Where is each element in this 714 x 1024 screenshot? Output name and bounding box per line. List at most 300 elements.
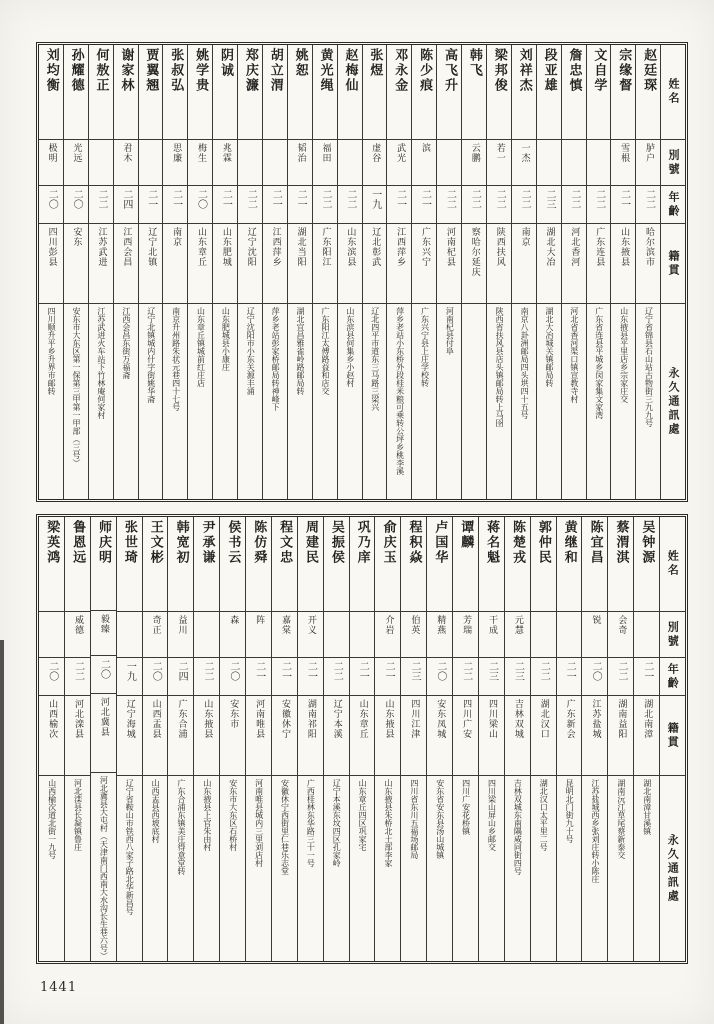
- person-column: [113, 45, 138, 499]
- person-age-text: 二二: [519, 189, 531, 209]
- person-name-text: 卢国华: [432, 520, 448, 565]
- person-name-text: 郑庆濂: [242, 48, 258, 93]
- person-origin-text: 山东掖县: [202, 699, 213, 739]
- person-alias: [537, 139, 561, 185]
- person-address: [194, 775, 219, 961]
- person-origin: [65, 695, 90, 775]
- person-age: [91, 655, 116, 693]
- person-alias-text: 威德: [73, 615, 84, 635]
- person-name-text: 谭麟: [458, 520, 474, 550]
- person-name-text: 刘均衡: [43, 48, 59, 93]
- person-name: [117, 517, 142, 611]
- person-origin-text: 辽北彰武: [370, 227, 381, 267]
- person-origin: [89, 223, 113, 303]
- header-column: [660, 45, 685, 499]
- person-address: [238, 303, 262, 499]
- person-name: [168, 517, 193, 611]
- person-name: [324, 517, 349, 611]
- person-age: [387, 185, 411, 223]
- person-origin-text: 江西萍乡: [395, 227, 406, 267]
- person-origin: [453, 695, 478, 775]
- person-alias-text: 滨: [420, 143, 431, 153]
- person-column: [436, 45, 461, 499]
- person-address-text: 湖北南漳甘溪镇: [642, 779, 652, 835]
- person-address: [512, 303, 536, 499]
- person-alias: [350, 611, 375, 657]
- person-origin: [608, 695, 633, 775]
- person-alias: [412, 139, 436, 185]
- person-origin-text: 四川江津: [409, 699, 420, 739]
- person-column: [39, 517, 64, 961]
- person-age: [168, 657, 193, 695]
- person-name: [634, 517, 659, 611]
- person-address-text: 广东兴宁县上庄学校转: [420, 307, 430, 387]
- person-name-text: 蔡渭淇: [613, 520, 629, 565]
- person-name-text: 郭仲民: [535, 520, 551, 565]
- person-name-text: 梁英鸿: [44, 520, 60, 565]
- person-name: [401, 517, 426, 611]
- person-name-text: 陈楚戎: [510, 520, 525, 565]
- person-age: [587, 185, 611, 223]
- person-alias: [143, 611, 168, 657]
- person-origin: [117, 695, 142, 775]
- person-alias-text: 森: [228, 615, 239, 625]
- person-alias: [582, 611, 607, 657]
- person-origin-text: 山东章丘: [196, 227, 206, 267]
- person-address-text: 辽宁北镇城内什字街姚华斋: [146, 307, 156, 403]
- person-address-text: 山西盂县西坡底村: [151, 779, 161, 843]
- person-name-text: 陈少痕: [417, 48, 433, 93]
- person-age: [531, 657, 556, 695]
- person-name-text: 张煜: [367, 48, 383, 78]
- person-age: [246, 657, 271, 695]
- person-origin: [634, 695, 659, 775]
- person-address-text: 山西榆次道北街一九号: [47, 779, 57, 859]
- person-name: [479, 517, 504, 611]
- person-origin: [537, 223, 561, 303]
- header-name-text: 姓名: [666, 78, 680, 106]
- person-alias-text: 极明: [46, 143, 57, 163]
- person-origin: [512, 223, 536, 303]
- person-alias: [531, 611, 556, 657]
- person-address: [272, 775, 297, 961]
- person-age: [89, 185, 113, 223]
- person-address-text: 陕西省扶风县店头镇邮局转上马囹: [495, 307, 505, 427]
- person-origin-text: 察哈尔延庆: [469, 227, 480, 277]
- person-alias-text: 兆霖: [220, 143, 231, 163]
- person-alias: [188, 139, 212, 185]
- person-age-text: 二一: [394, 189, 406, 209]
- person-address: [453, 775, 478, 961]
- person-age-text: 二二: [643, 189, 655, 209]
- person-address-text: 湖北汉口太平里二号: [539, 779, 549, 851]
- person-address-text: 河南杞县付阜: [445, 307, 455, 355]
- person-column: [90, 517, 116, 961]
- header-alias-text: 別號: [666, 620, 680, 649]
- person-address: [437, 303, 461, 499]
- person-alias-text: 益川: [176, 615, 187, 635]
- person-column: [486, 45, 511, 499]
- person-origin-text: 湖北汉口: [538, 699, 549, 739]
- person-address-text: 山东掖县上官朱由村: [202, 779, 212, 851]
- person-address-text: 广东省连县平城乡闵家集文家湾: [594, 307, 604, 419]
- person-age-text: 二三: [486, 661, 498, 681]
- person-origin-text: 江苏盐城: [590, 699, 601, 739]
- person-origin: [91, 693, 116, 772]
- person-name-text: 邓永金: [392, 48, 408, 93]
- person-name: [91, 517, 116, 610]
- person-alias-text: 会奇: [616, 615, 627, 635]
- person-address-text: 山东章丘四区巩家宅: [358, 779, 368, 851]
- person-address: [298, 775, 323, 961]
- person-name-text: 赵廷琛: [641, 48, 657, 93]
- person-address-text: 湖北大冶城关镇邮局转: [544, 307, 554, 387]
- person-name-text: 孙耀德: [68, 48, 84, 93]
- person-column: [607, 517, 633, 961]
- person-origin: [313, 223, 337, 303]
- person-alias-text: 君木: [121, 143, 132, 163]
- person-origin-text: 辽宁海城: [124, 699, 135, 739]
- person-address: [139, 303, 163, 499]
- person-age-text: 一九: [124, 661, 136, 681]
- person-origin: [562, 223, 586, 303]
- person-name-text: 谢家林: [118, 48, 134, 93]
- person-age-text: 二二: [245, 189, 257, 209]
- person-alias: [64, 139, 88, 185]
- person-address-text: 萍乡老站彭家桥邮局转神峰下: [271, 307, 281, 411]
- person-address: [487, 303, 511, 499]
- person-column: [162, 45, 187, 499]
- person-alias: [246, 611, 271, 657]
- person-name-text: 蒋名魁: [484, 520, 500, 565]
- person-column: [116, 517, 142, 961]
- person-name-text: 王文彬: [147, 520, 163, 565]
- person-column: [245, 517, 271, 961]
- person-address: [608, 775, 633, 961]
- person-alias: [505, 611, 530, 657]
- person-origin-text: 河南唯县: [254, 699, 265, 739]
- person-address: [168, 775, 193, 961]
- person-alias: [39, 139, 63, 185]
- person-origin: [462, 223, 486, 303]
- person-address: [350, 775, 375, 961]
- person-alias: [298, 611, 323, 657]
- person-alias: [163, 139, 187, 185]
- person-address: [114, 303, 138, 499]
- header-age-text: 年齡: [666, 190, 680, 219]
- person-address: [562, 303, 586, 499]
- person-column: [187, 45, 212, 499]
- person-origin: [387, 223, 411, 303]
- person-name: [462, 45, 486, 139]
- person-origin-text: 广东兴宁: [420, 227, 431, 267]
- person-name: [114, 45, 138, 139]
- person-name: [608, 517, 633, 611]
- person-age-text: 二〇: [227, 661, 239, 681]
- person-name-text: 胡立渭: [267, 48, 283, 93]
- header-column: [659, 517, 685, 961]
- person-origin: [288, 223, 312, 303]
- person-address-text: 四川梁山屏山乡邮交: [487, 779, 497, 851]
- person-origin: [350, 695, 375, 775]
- person-origin-text: 四川广安: [461, 699, 472, 739]
- person-address: [363, 303, 387, 499]
- person-address: [91, 772, 116, 961]
- person-address: [39, 775, 64, 961]
- person-age: [437, 185, 461, 223]
- person-alias-text: 雪根: [619, 143, 630, 163]
- person-address-text: 河北滦县长凝镇鲁庄: [73, 779, 83, 851]
- person-address: [39, 303, 63, 499]
- person-age-text: 二一: [270, 189, 282, 209]
- person-alias: [168, 611, 193, 657]
- person-name-text: 周建民: [303, 520, 318, 565]
- person-alias: [194, 611, 219, 657]
- person-alias: [587, 139, 611, 185]
- person-column: [323, 517, 349, 961]
- person-origin: [479, 695, 504, 775]
- person-origin-text: 河北香河: [569, 227, 580, 267]
- person-address-text: 四川省东川五福场邮局: [409, 779, 419, 859]
- person-address: [89, 303, 113, 499]
- person-origin-text: 安东凤城: [435, 699, 446, 739]
- person-column: [426, 517, 452, 961]
- person-name-text: 侯书云: [225, 520, 241, 565]
- person-name-text: 陈宜昌: [587, 520, 603, 565]
- person-origin: [143, 695, 168, 775]
- person-column: [561, 45, 586, 499]
- directory-table-top: [36, 42, 688, 502]
- person-age-text: 二〇: [71, 189, 83, 209]
- person-origin: [487, 223, 511, 303]
- person-age-text: 二四: [176, 661, 188, 681]
- person-address: [65, 775, 90, 961]
- person-name-text: 韩宽初: [173, 520, 189, 565]
- person-name: [263, 45, 287, 139]
- person-alias: [238, 139, 262, 185]
- person-alias: [634, 611, 659, 657]
- person-address-text: 安东市大东区石桥村: [228, 779, 238, 851]
- person-alias: [338, 139, 362, 185]
- person-column: [400, 517, 426, 961]
- person-name: [39, 45, 63, 139]
- person-alias-text: 云鹏: [469, 143, 480, 163]
- header-age: [661, 185, 685, 223]
- person-alias: [611, 139, 635, 185]
- person-age-text: 二二: [460, 661, 472, 681]
- person-alias: [272, 611, 297, 657]
- person-name: [213, 45, 237, 139]
- person-alias: [114, 139, 138, 185]
- header-origin-text: 籍貫: [666, 721, 680, 750]
- person-age: [143, 657, 168, 695]
- person-alias-text: 嘉棠: [280, 615, 291, 635]
- header-address-text: 永久通訊處: [666, 833, 680, 904]
- person-origin: [427, 695, 452, 775]
- person-age: [272, 657, 297, 695]
- person-alias: [263, 139, 287, 185]
- person-age-text: 二二: [344, 189, 356, 209]
- person-name: [139, 45, 163, 139]
- person-name-text: 俞庆玉: [380, 520, 396, 565]
- person-alias-text: 胪户: [644, 143, 655, 163]
- header-name: [661, 45, 685, 139]
- person-address-text: 山东滨县何集乡小赵村: [345, 307, 355, 387]
- person-name: [238, 45, 262, 139]
- person-name-text: 段亚雄: [541, 48, 557, 93]
- person-origin-text: 辽宁沈阳: [245, 227, 256, 267]
- person-name-text: 程文忠: [277, 520, 293, 565]
- person-origin: [246, 695, 271, 775]
- person-age-text: 二一: [279, 661, 291, 681]
- person-column: [212, 45, 237, 499]
- person-name: [453, 517, 478, 611]
- header-origin-text: 籍貫: [666, 249, 680, 278]
- person-column: [504, 517, 530, 961]
- person-origin: [272, 695, 297, 775]
- person-alias-text: 开义: [305, 615, 316, 635]
- person-name: [636, 45, 660, 139]
- person-address: [163, 303, 187, 499]
- person-alias: [427, 611, 452, 657]
- person-origin: [188, 223, 212, 303]
- header-address-text: 永久通訊處: [666, 366, 680, 437]
- person-address: [263, 303, 287, 499]
- person-name: [412, 45, 436, 139]
- person-name: [194, 517, 219, 611]
- person-name: [288, 45, 312, 139]
- person-alias: [562, 139, 586, 185]
- person-age: [163, 185, 187, 223]
- person-age-text: 二一: [295, 189, 307, 209]
- person-address: [117, 775, 142, 961]
- person-alias: [557, 611, 582, 657]
- person-address: [412, 303, 436, 499]
- person-address-text: 广东合浦东镇美庄得意堂转: [177, 779, 186, 875]
- person-address-text: 河南唯县城内三里刘店村: [254, 779, 264, 867]
- header-name-text: 姓名: [666, 550, 680, 578]
- person-alias-text: 锐: [590, 615, 601, 625]
- person-origin-text: 广东合浦: [176, 699, 187, 739]
- person-name: [350, 517, 375, 611]
- person-age-text: 二三: [544, 189, 555, 209]
- person-column: [635, 45, 660, 499]
- person-address-text: 四川顺升平乡升界市邮转: [47, 307, 57, 395]
- person-address-text: 南京八卦洲邮局四头垬四十五号: [520, 307, 530, 419]
- person-origin-text: 哈尔滨市: [644, 227, 655, 267]
- person-name: [512, 45, 536, 139]
- person-name-text: 贾翼翘: [143, 48, 159, 93]
- person-age-text: 二一: [618, 189, 630, 209]
- header-alias: [661, 139, 685, 185]
- person-alias-text: 干成: [487, 615, 498, 635]
- person-column: [287, 45, 312, 499]
- person-origin-text: 辽宁本溪: [331, 699, 342, 739]
- person-origin-text: 湖南祁阳: [305, 699, 316, 739]
- person-origin-text: 安东: [71, 227, 82, 247]
- person-age: [375, 657, 400, 695]
- person-age-text: 二一: [170, 189, 182, 209]
- person-name: [562, 45, 586, 139]
- person-address-text: 辽宁省锦县石山站古物街三九九号: [644, 307, 654, 427]
- person-column: [349, 517, 375, 961]
- person-name-text: 陈仿舜: [251, 520, 267, 565]
- person-name-text: 姚恕: [292, 48, 308, 78]
- person-column: [337, 45, 362, 499]
- person-origin: [531, 695, 556, 775]
- person-column: [219, 517, 245, 961]
- person-name: [427, 517, 452, 611]
- person-address-text: 辽宁省鞍山市铁西八家子路北华新昌号: [125, 779, 135, 915]
- person-age-text: 二二: [444, 189, 456, 209]
- person-name-text: 程积焱: [406, 520, 422, 565]
- person-alias: [117, 611, 142, 657]
- person-column: [297, 517, 323, 961]
- person-age: [65, 657, 90, 695]
- person-origin: [557, 695, 582, 775]
- person-age: [298, 657, 323, 695]
- person-address: [220, 775, 245, 961]
- person-address-text: 湖南沅江草尾蔡新泰交: [616, 779, 626, 859]
- person-column: [536, 45, 561, 499]
- person-address-text: 广东阳江太傅路益和店交: [320, 307, 330, 395]
- person-name: [537, 45, 561, 139]
- person-age: [263, 185, 287, 223]
- person-column: [63, 45, 88, 499]
- person-name: [531, 517, 556, 611]
- person-address-text: 安徽休宁西街里仁巷乐志堂: [280, 779, 290, 875]
- person-address: [387, 303, 411, 499]
- person-age-text: 二一: [357, 661, 369, 681]
- person-origin-text: 江西会昌: [121, 227, 132, 267]
- person-origin-text: 四川梁山: [487, 699, 498, 739]
- person-name: [246, 517, 271, 611]
- person-name: [505, 517, 530, 611]
- person-address-text: 昆明北门街九十号: [565, 779, 575, 843]
- header-alias: [660, 611, 685, 657]
- person-age: [313, 185, 337, 223]
- person-address: [557, 775, 582, 961]
- person-age-text: 二一: [253, 661, 265, 681]
- person-origin: [505, 695, 530, 775]
- person-age: [324, 657, 349, 695]
- person-age-text: 二二: [469, 189, 481, 209]
- person-origin: [213, 223, 237, 303]
- person-origin: [611, 223, 635, 303]
- person-address: [338, 303, 362, 499]
- person-age-text: 二二: [593, 189, 605, 209]
- person-alias: [437, 139, 461, 185]
- person-address: [505, 775, 530, 961]
- person-alias: [453, 611, 478, 657]
- person-origin: [238, 223, 262, 303]
- person-name-text: 黄光绳: [317, 48, 333, 93]
- person-origin-text: 四川彭县: [46, 227, 57, 267]
- directory-table-bottom: [36, 514, 688, 964]
- person-origin-text: 湖北南漳: [642, 699, 653, 739]
- person-column: [138, 45, 163, 499]
- person-column: [271, 517, 297, 961]
- header-address: [660, 775, 685, 961]
- person-age-text: 二二: [615, 661, 627, 681]
- person-column: [167, 517, 193, 961]
- person-alias-text: 福田: [320, 143, 331, 163]
- person-alias-text: 精燕: [435, 615, 446, 635]
- person-name: [582, 517, 607, 611]
- person-alias-text: 一杰: [519, 143, 530, 163]
- person-alias: [91, 610, 116, 656]
- person-address-text: 辽宁本溪东坟四区孔家岭: [332, 779, 342, 867]
